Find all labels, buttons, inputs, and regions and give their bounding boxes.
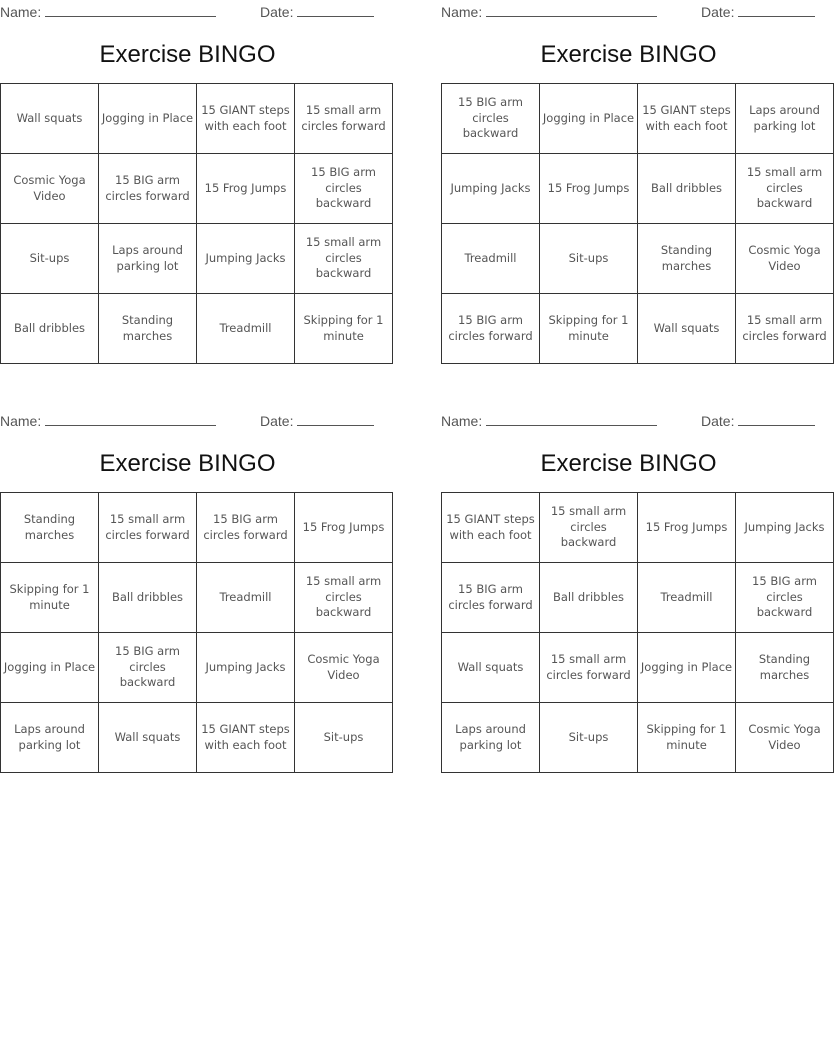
bingo-row (442, 493, 834, 563)
date-field (701, 411, 815, 429)
bingo-cell: 15 small arm circles forward (99, 493, 197, 563)
bingo-cell: 15 BIG arm circles backward (295, 154, 393, 224)
bingo-row (442, 154, 834, 224)
bingo-cell: 15 Frog Jumps (540, 154, 638, 224)
bingo-row (442, 633, 834, 703)
bingo-cell: Wall squats (1, 84, 99, 154)
date-blank-line[interactable] (297, 2, 374, 17)
bingo-cell: Skipping for 1 minute (295, 294, 393, 364)
bingo-cell: Skipping for 1 minute (540, 294, 638, 364)
bingo-cell: 15 BIG arm circles forward (442, 563, 540, 633)
card-header-fields (441, 0, 816, 22)
bingo-cell: Cosmic Yoga Video (736, 703, 834, 773)
bingo-row (1, 84, 393, 154)
bingo-grid (441, 492, 834, 773)
bingo-cell: 15 GIANT steps with each foot (197, 84, 295, 154)
bingo-row (1, 633, 393, 703)
bingo-cell: 15 BIG arm circles forward (197, 493, 295, 563)
bingo-cell: 15 small arm circles backward (295, 563, 393, 633)
bingo-row (1, 703, 393, 773)
bingo-row (442, 84, 834, 154)
bingo-cell: Jumping Jacks (736, 493, 834, 563)
bingo-grid (0, 83, 393, 364)
bingo-cell: Cosmic Yoga Video (736, 224, 834, 294)
bingo-card (441, 0, 827, 343)
bingo-cell: Sit-ups (540, 703, 638, 773)
bingo-cell: Ball dribbles (638, 154, 736, 224)
bingo-cell: Laps around parking lot (99, 224, 197, 294)
bingo-cell: Treadmill (197, 563, 295, 633)
bingo-cell: Treadmill (638, 563, 736, 633)
bingo-cell: 15 small arm circles forward (295, 84, 393, 154)
bingo-cell: 15 small arm circles forward (540, 633, 638, 703)
bingo-cell: Standing marches (638, 224, 736, 294)
bingo-cell: Ball dribbles (1, 294, 99, 364)
bingo-row (1, 224, 393, 294)
date-label: Date: (260, 413, 294, 429)
bingo-cell: Jogging in Place (540, 84, 638, 154)
card-title: Exercise BINGO (540, 41, 717, 68)
bingo-cell: Jumping Jacks (197, 224, 295, 294)
bingo-cell: 15 GIANT steps with each foot (197, 703, 295, 773)
bingo-card (0, 409, 385, 752)
bingo-cell: 15 BIG arm circles backward (736, 563, 834, 633)
bingo-cell: Jumping Jacks (442, 154, 540, 224)
card-header-fields (0, 0, 375, 22)
bingo-cell: Wall squats (99, 703, 197, 773)
date-blank-line[interactable] (738, 411, 815, 426)
date-field (701, 2, 815, 20)
bingo-cell: 15 Frog Jumps (295, 493, 393, 563)
bingo-cell: Skipping for 1 minute (1, 563, 99, 633)
date-label: Date: (260, 4, 294, 20)
bingo-cell: Skipping for 1 minute (638, 703, 736, 773)
bingo-cell: Wall squats (638, 294, 736, 364)
date-label: Date: (701, 413, 735, 429)
bingo-cell: Ball dribbles (540, 563, 638, 633)
bingo-cell: Wall squats (442, 633, 540, 703)
bingo-cell: Laps around parking lot (1, 703, 99, 773)
bingo-cell: 15 Frog Jumps (197, 154, 295, 224)
bingo-cell: Sit-ups (1, 224, 99, 294)
bingo-cell: 15 BIG arm circles backward (99, 633, 197, 703)
bingo-cell: 15 GIANT steps with each foot (442, 493, 540, 563)
bingo-grid (0, 492, 393, 773)
bingo-cell: 15 BIG arm circles forward (442, 294, 540, 364)
bingo-cell: Standing marches (736, 633, 834, 703)
bingo-row (442, 563, 834, 633)
bingo-cell: 15 small arm circles forward (736, 294, 834, 364)
date-label: Date: (701, 4, 735, 20)
bingo-cell: 15 BIG arm circles forward (99, 154, 197, 224)
name-blank-line[interactable] (486, 2, 657, 17)
bingo-cell: Ball dribbles (99, 563, 197, 633)
name-blank-line[interactable] (486, 411, 657, 426)
card-header-fields (441, 409, 816, 431)
name-label: Name: (441, 413, 483, 429)
name-field (0, 2, 216, 20)
bingo-cell: Sit-ups (295, 703, 393, 773)
bingo-cell: Jumping Jacks (197, 633, 295, 703)
bingo-cell: 15 Frog Jumps (638, 493, 736, 563)
bingo-cell: Standing marches (1, 493, 99, 563)
bingo-cell: Laps around parking lot (736, 84, 834, 154)
bingo-cell: Cosmic Yoga Video (295, 633, 393, 703)
bingo-cell: 15 small arm circles backward (295, 224, 393, 294)
name-label: Name: (0, 4, 42, 20)
card-header-fields (0, 409, 375, 431)
bingo-row (1, 563, 393, 633)
bingo-cell: 15 BIG arm circles backward (442, 84, 540, 154)
bingo-grid (441, 83, 834, 364)
bingo-cell: Jogging in Place (638, 633, 736, 703)
bingo-row (1, 493, 393, 563)
name-field (0, 411, 216, 429)
bingo-row (442, 224, 834, 294)
bingo-cell: 15 small arm circles backward (736, 154, 834, 224)
name-blank-line[interactable] (45, 411, 216, 426)
bingo-cell: 15 GIANT steps with each foot (638, 84, 736, 154)
bingo-cell: Treadmill (442, 224, 540, 294)
card-title: Exercise BINGO (99, 450, 276, 477)
name-blank-line[interactable] (45, 2, 216, 17)
date-blank-line[interactable] (738, 2, 815, 17)
bingo-cell: Cosmic Yoga Video (1, 154, 99, 224)
bingo-row (442, 703, 834, 773)
card-title: Exercise BINGO (540, 450, 717, 477)
bingo-cell: Standing marches (99, 294, 197, 364)
date-blank-line[interactable] (297, 411, 374, 426)
date-field (260, 2, 374, 20)
bingo-cell: Laps around parking lot (442, 703, 540, 773)
bingo-card (441, 409, 825, 752)
name-field (441, 411, 657, 429)
name-label: Name: (441, 4, 483, 20)
bingo-row (1, 294, 393, 364)
card-title: Exercise BINGO (99, 41, 276, 68)
name-field (441, 2, 657, 20)
bingo-row (1, 154, 393, 224)
bingo-cell: Jogging in Place (99, 84, 197, 154)
bingo-cell: 15 small arm circles backward (540, 493, 638, 563)
name-label: Name: (0, 413, 42, 429)
date-field (260, 411, 374, 429)
bingo-row (442, 294, 834, 364)
bingo-cell: Sit-ups (540, 224, 638, 294)
bingo-cell: Treadmill (197, 294, 295, 364)
bingo-cell: Jogging in Place (1, 633, 99, 703)
bingo-card (0, 0, 386, 343)
